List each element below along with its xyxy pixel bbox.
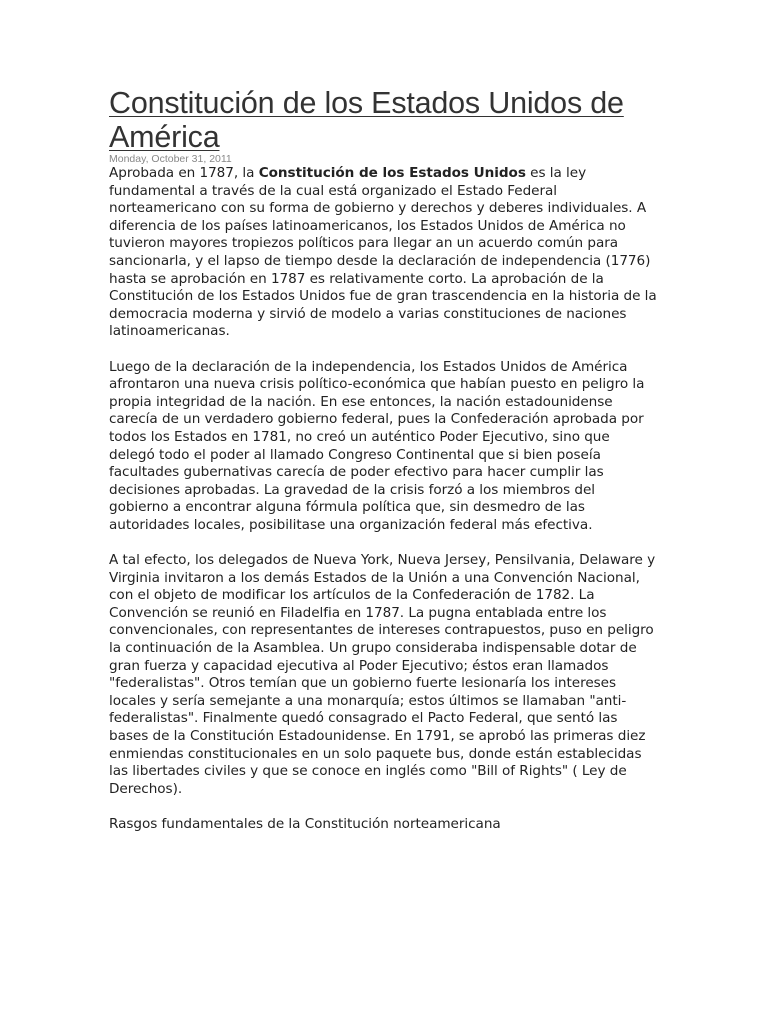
post-title-link[interactable]: Constitución de los Estados Unidos de América — [109, 86, 624, 154]
paragraph-1 — [109, 165, 657, 341]
paragraph-3: A tal efecto, los delegados de Nueva York, Nueva Jersey, Pensilvania, Delaware y Virginia invitaron a los demás Estados de la Unión a una Convención Nacional, con el objeto de modificar los artículos de la Confederación de 1782. La Convención se reunió en Filadelfia en 1787. La pugna entablada entre los convencionales, con representantes de intereses contrapuestos, puso en peligro la continuación de la Asamblea. Un grupo consideraba indispensable dotar de gran fuerza y capacidad ejecutiva al Poder Ejecutivo; éstos eran llamados "federalistas". Otros temían que un gobierno fuerte lesionaría los intereses locales y sería semejante a una monarquía; estos últimos se llamaban "anti-federalistas". Finalmente quedó consagrado el Pacto Federal, que sentó las bases de la Constitución Estadounidense. En 1791, se aprobó las primeras diez enmiendas constitucionales en un solo paquete bus, donde están establecidas las libertades civiles y que se conoce en inglés como "Bill of Rights" ( Ley de Derechos). — [109, 552, 656, 797]
post-body — [109, 165, 657, 834]
paragraph-1-rest: es la ley fundamental a través de la cual está organizado el Estado Federal norteamericano con su forma de gobierno y derechos y deberes individuales. A diferencia de los países latinoamericanos, los Estados Unidos de América no tuvieron mayores tropiezos políticos para llegar an un acuerdo común para sancionarla, y el lapso de tiempo desde la declaración de independencia (1776) hasta se aprobación en 1787 es relativamente corto. La aprobación de la Constitución de los Estados Unidos fue de gran trascendencia en la historia de la democracia moderna y sirvió de modelo a varias constituciones de naciones latinoamericanas. — [109, 165, 657, 340]
paragraph-4: Rasgos fundamentales de la Constitución norteamericana — [109, 815, 501, 832]
paragraph-2: Luego de la declaración de la independencia, los Estados Unidos de América afrontaron una nueva crisis político-económica que habían puesto en peligro la propia integridad de la nación. En ese entonces, la nación estadounidense carecía de un verdadero gobierno federal, pues la Confederación aprobada por todos los Estados en 1781, no creó un auténtico Poder Ejecutivo, sino que delegó todo el poder al llamado Congreso Continental que si bien poseía facultades gubernativas carecía de poder efectivo para hacer cumplir las decisiones aprobadas. La gravedad de la crisis forzó a los miembros del gobierno a encontrar alguna fórmula política que, sin desmedro de las autoridades locales, posibilitase una organización federal más efectiva. — [109, 358, 645, 533]
blog-post — [109, 86, 657, 851]
paragraph-1-bold: Constitución de los Estados Unidos — [258, 165, 526, 181]
paragraph-1-intro: Aprobada en 1787, la — [109, 165, 259, 181]
post-date: Monday, October 31, 2011 — [109, 153, 232, 165]
